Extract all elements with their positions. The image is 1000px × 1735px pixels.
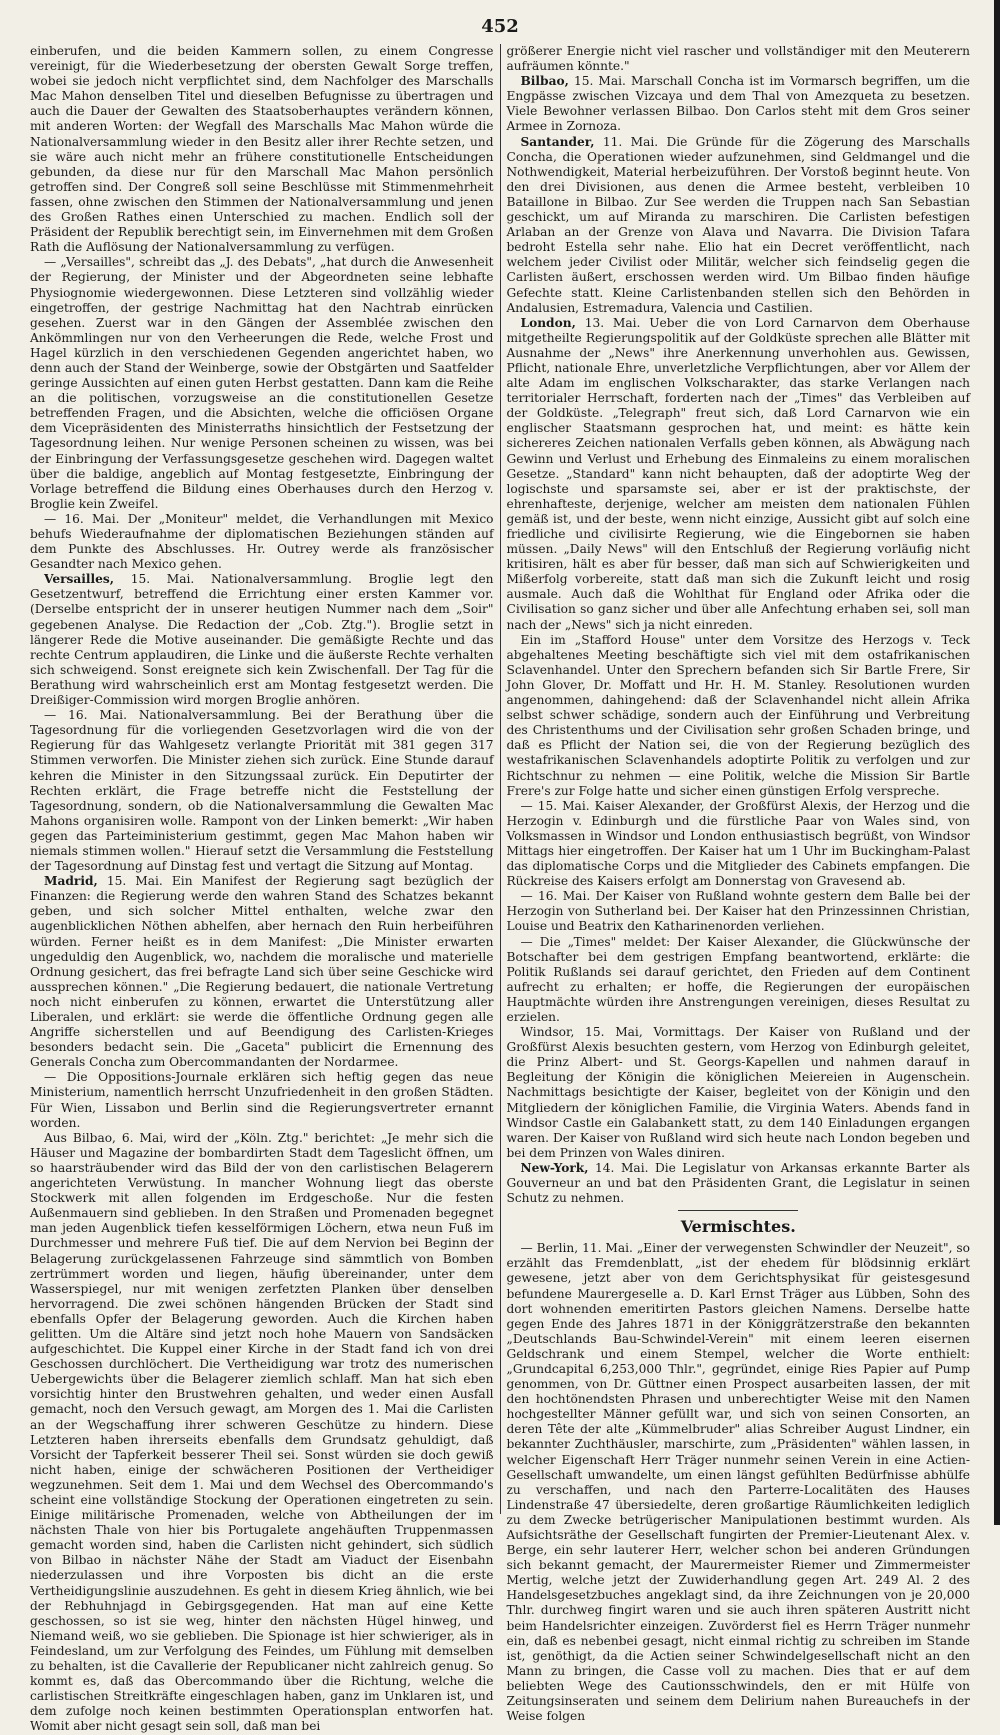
vermischtes-text: — Berlin, 11. Mai. „Einer der verwegensten Schwindler der Neuzeit", so erzählt das Fremdenblatt, „ist der ehedem für blödsinnig erklärt gewesene, jetzt aber von dem Gerichtsphysikat für geistesgesund befundene Maurergeselle a. D. Karl Ernst Träger aus Lübben, Sohn des dort wohnenden emeritirten Pastors gleichen Namens. Derselbe hatte gegen Ende des Jahres 1871 in der Königgrätzerstraße den bekannten „Deutschlands Bau-Schwindel-Verein" mit einem leeren eisernen Geldschrank und einem Stempel, welcher die Worte enthielt: „Grundcapital 6,253,000 Thlr.", gegründet, einige Ries Papier auf Pump genommen, von Dr. Güttner einen Prospect ausarbeiten lassen, der mit den hochtönendsten Phrasen und unberechtigter Weise mit den Namen hochgestellter Männer gefüllt war, und sich von seinen Consorten, an deren Tête der alte „Kümmelbruder" alias Schreiber August Lindner, ein bekannter Zuchthäusler, marschirte, zum „Präsidenten" wählen lassen, in welcher Eigenschaft Herr Träger nunmehr seinen Verein in eine Actien-Gesellschaft umwandelte, um einen längst gefühlten Bedürfnisse abhülfe zu verschaffen, und nach den Parterre-Localitäten des Hauses Lindenstraße 47 übersiedelte, deren großartige Räumlichkeiten lediglich zu dem Zwecke betrügerischer Manipulationen bestimmt wurden. Als Aufsichtsräthe der Gesellschaft fungirten der Premier-Lieutenant Alex. v. Berge, ein sehr lauterer Herr, welcher schon bei anderen Gründungen sich bekannt gemacht, der Maurermeister Riemer und Zimmermeister Mertig, welche jetzt der Zuwiderhandlung gegen Art. 249 Al. 2 des Handelsgesetzbuches angeklagt sind, da ihre Zeichnungen von je 20,000 Thlr. durchweg fingirt waren und sie auch ihren späteren Austritt nicht beim Handelsrichter einzeigen. Zuvörderst fiel es Herrn Träger nunmehr ein, daß es nebenbei gesagt, nicht einmal richtig zu schreiben im Stande ist, genöthigt, da die Actien seiner Schwindelgesellschaft nicht an den Mann zu bringen, die Casse voll zu machen. Dies that er auf dem beliebten Wege des Cautionsschwindels, den er mit Hülfe von Zeitungsinseraten und seinem dem Delirium nahen Bureauchefs in der Weise folgen [506,1241,970,1724]
article-paragraph [30,708,494,874]
columns [30,44,971,1734]
article-paragraph [507,135,971,316]
section-divider [678,1210,798,1211]
article-paragraph [30,512,494,572]
article-paragraph [507,74,971,134]
dateline: London, [520,315,576,330]
article-text: einberufen, und die beiden Kammern sollen, zu einem Congresse vereinigt, für die Wiederbesetzung der obersten Gewalt Sorge treffen, wobei sie jedoch nicht verpflichtet sind, dem Nachfolger des Marschalls Mac Mahon denselben Titel und dieselben Befugnisse zu übertragen und auch die Dauer der Gewalten des Staatsoberhauptes verändern können, mit anderen Worten: der Wegfall des Marschalls Mac Mahon würde die Nationalversammlung wieder in den Besitz aller ihrer Rechte setzen, und sie wäre auch nicht mehr an frühere constitutionelle Entscheidungen gebunden, da diese nur für den Marschall Mac Mahon persönlich getroffen sind. Der Congreß soll seine Beschlüsse mit Stimmenmehrheit fassen, ohne zwischen den Stimmen der Nationalversammlung und jenen des Großen Rathes einen Unterschied zu machen. Endlich soll der Präsident der Republik berechtigt sein, im Einvernehmen mit dem Großen Rath die Auflösung der Nationalversammlung zu verfügen. [30,44,494,255]
article-paragraph [507,44,971,74]
dateline: New-York, [520,1160,589,1175]
right-articles [507,44,971,1206]
article-paragraph [507,935,971,1026]
article-text: — Die „Times" meldet: Der Kaiser Alexander, die Glückwünsche der Botschafter bei dem gestrigen Empfang beantwortend, erklärte: die Politik Rußlands sei darauf gerichtet, den Frieden auf dem Continent aufrecht zu erhalten; er hoffe, die Regierungen der europäischen Hauptmächte würden ihre Anstrengungen vereinigen, dieses Resultat zu erzielen. [506,934,970,1024]
dateline: Bilbao, [520,74,569,89]
page-edge-shadow [994,0,1000,1525]
article-paragraph [30,1070,494,1130]
article-text: Windsor, 15. Mai, Vormittags. Der Kaiser von Rußland und der Großfürst Alexis besuchten gestern, vom Herzog von Edinburgh geleitet, die Prinz Albert- und St. Georgs-Kapellen und nahmen darauf in Begleitung der Königin die königlichen Meiereien in Augenschein. Nachmittags besichtigte der Kaiser, begleitet von der Königin und den Mitgliedern der königlichen Familie, die Virginia Waters. Abends fand in Windsor Castle ein Galabankett statt, zu dem 140 Einladungen ergangen waren. Der Kaiser von Rußland wird sich heute nach London begeben und bei dem Prinzen von Wales diniren. [506,1025,970,1160]
dateline: Versailles, [44,572,115,587]
article-text: — 16. Mai. Der „Moniteur" meldet, die Verhandlungen mit Mexico behufs Wiederaufnahme der diplomatischen Beziehungen ständen auf dem Punkte des Abschlusses. Hr. Outrey werde als französischer Gesandter nach Mexico gehen. [30,511,494,572]
article-text: 14. Mai. Die Legislatur von Arkansas erkannte Barter als Gouverneur an und bat den Präsidenten Grant, die Legislatur in seinen Schutz zu nehmen. [506,1160,970,1206]
article-paragraph [507,799,971,890]
article-text: größerer Energie nicht viel rascher und vollständiger mit den Meuterern aufräumen könnte." [506,44,970,74]
article-text: 15. Mai. Ein Manifest der Regierung sagt bezüglich der Finanzen: die Regierung werde den wahren Stand des Schatzes bekannt geben, und sich solcher Mittel enthalten, welche zwar den augenblicklichen Nöthen abhelfen, aber hernach den Ruin herbeiführen würden. Ferner heißt es in dem Manifest: „Die Minister erwarten ungeduldig den Augenblick, wo, nachdem die moralische und materielle Ordnung gesichert, das frei befragte Land sich über seine Geschicke wird aussprechen können." „Die Regierung bedauert, die nationale Vertretung noch nicht einberufen zu können, erwartet die Unterstützung aller Liberalen, und erklärt: sie werde die öffentliche Ordnung gegen alle Angriffe sicherstellen und auf Beendigung des Carlisten-Krieges besonders bedacht sein. Die „Gaceta" publicirt die Ernennung des Generals Concha zum Obercommandanten der Nordarmee. [30,874,494,1070]
vermischtes-heading: Vermischtes. [680,1217,796,1237]
column-rule [500,44,501,1514]
left-column [30,44,494,1734]
right-column [506,44,971,1724]
article-paragraph [30,44,494,255]
article-paragraph [30,572,494,708]
article-paragraph [507,889,971,934]
article-paragraph [30,255,494,512]
article-text: — 16. Mai. Nationalversammlung. Bei der Berathung über die Tagesordnung für die vorliegenden Gesetzvorlagen wird die von der Regierung für das Wahlgesetz verlangte Priorität mit 381 gegen 317 Stimmen verworfen. Die Minister ziehen sich zurück. Eine Stunde darauf kehren die Minister in den Sitzungssaal zurück. Ein Deputirter der Rechten erklärt, die Frage betreffe nicht die Feststellung der Tagesordnung, sondern, ob die Nationalversammlung die Gewalten Mac Mahons organisiren wolle. Rampont von der Linken bemerkt: „Wir haben gegen das Parteiministerium gestimmt, gegen Mac Mahon haben wir niemals stimmen wollen." Hierauf setzt die Versammlung die Feststellung der Tagesordnung auf Dinstag fest und vertagt die Sitzung auf Montag. [30,708,494,874]
article-paragraph [507,316,971,633]
article-text: 15. Mai. Marschall Concha ist im Vormarsch begriffen, um die Engpässe zwischen Vizcaya und dem Thal von Amezqueta zu besetzen. Viele Bewohner verlassen Bilbao. Don Carlos steht mit dem Gros seiner Armee in Zornoza. [506,74,970,134]
article-paragraph [507,1025,971,1161]
article-paragraph [30,1131,494,1735]
article-text: 13. Mai. Ueber die von Lord Carnarvon dem Oberhause mitgetheilte Regierungspolitik auf der Goldküste sprechen alle Blätter mit Ausnahme der „News" ihre Anerkennung unverhohlen aus. Gewissen, Pflicht, nationale Ehre, unverletzliche Verpflichtungen, aber vor Allem der alte Adam im englischen Volkscharakter, das starke Verlangen nach territorialer Herrschaft, forderten nach der „Times" das Verbleiben auf der Goldküste. „Telegraph" freut sich, daß Lord Carnarvon wie ein englischer Staatsmann gesprochen hat, und meint: es hätte kein sichereres Zeichen nationalen Verfalls geben können, als Abwägung nach Gewinn und Verlust und Erhebung des Einmaleins zu einem moralischen Gesetze. „Standard" kann nicht behaupten, daß der adoptirte Weg der logischste und sparsamste sei, aber er ist der praktischste, der ehrenhafteste, derjenige, welcher am meisten dem nationalen Fühlen gemäß ist, und der beste, wenn nicht einzige, Aussicht gibt auf solch eine friedliche und civilisirte Regierung, wie die Eingebornen sie haben müssen. „Daily News" will den Entschluß der Regierung vorläufig nicht kritisiren, hält es aber für besser, daß man sich auf Schwierigkeiten und Mißerfolg vorbereite, statt daß man sich die Zukunft leicht und rosig ausmale. Auch daß die Wohlthat für England oder Afrika oder die Civilisation so ganz sicher und über alle Anfechtung erhaben sei, soll man nach der „News" sich ja nicht einreden. [506,315,971,632]
article-text: — 16. Mai. Der Kaiser von Rußland wohnte gestern dem Balle bei der Herzogin von Sutherland bei. Der Kaiser hat den Prinzessinnen Christian, Louise und Beatrix den Katharinenorden verliehen. [506,889,970,934]
article-paragraph [507,633,971,799]
dateline: Madrid, [44,874,98,889]
dateline: Santander, [520,134,595,149]
article-text: Ein im „Stafford House" unter dem Vorsitze des Herzogs v. Teck abgehaltenes Meeting beschäftigte sich viel mit dem ostafrikanischen Sclavenhandel. Unter den Sprechern befanden sich Sir Bartle Frere, Sir John Glover, Dr. Moffatt und Hr. H. M. Stanley. Resolutionen wurden angenommen, dahingehend: daß der Sclavenhandel nicht allein Afrika selbst schwer schädige, sondern auch der Einführung und Verbreitung des Christenthums und der Civilisation sehr großen Schaden bringe, und daß es Pflicht der Nation sei, die von der Regierung bezüglich des westafrikanischen Sclavenhandels adoptirte Politik zu verfolgen und zur Richtschnur zu nehmen — eine Politik, welche die Mission Sir Bartle Frere's zur Folge hatte und sicher einen günstigen Erfolg verspreche. [506,632,970,798]
article-paragraph [507,1161,971,1206]
article-text: 11. Mai. Die Gründe für die Zögerung des Marschalls Concha, die Operationen wieder aufzunehmen, sind Geldmangel und die Nothwendigkeit, Material herbeizuführen. Der Vorstoß beginnt heute. Von den drei Divisionen, aus denen die Armee besteht, verbleiben 10 Bataillone in Bilbao. Zur See werden die Truppen nach San Sebastian geschickt, um auf Miranda zu marschiren. Die Carlisten befestigen Arlaban an der Grenze von Alava und Navarra. Die Division Tafara bedroht Estella sehr nahe. Elio hat ein Decret veröffentlicht, nach welchem jeder Civilist oder Militär, welcher sich feindselig gegen die Carlisten äußert, erschossen werden wird. Um Bilbao finden häufige Gefechte statt. Kleine Carlistenbanden stellen sich den Behörden in Andalusien, Estremadura, Valencia und Castilien. [506,134,971,315]
article-text: — „Versailles", schreibt das „J. des Debats", „hat durch die Anwesenheit der Regierung, der Minister und der Abgeordneten seine lebhafte Physiognomie wiedergewonnen. Diese Letzteren sind vollzählig wieder eingetroffen, der gestrige Nachmittag hat den Nachtrab einrücken gesehen. Zuerst war in den Gängen der Assemblée zwischen den Ankömmlingen nur von den Verheerungen die Rede, welche Frost und Hagel kürzlich in den verschiedenen Gegenden angerichtet haben, wo denn auch der Stand der Weinberge, sowie der Obstgärten und Saatfelder geringe Aussichten auf einen guten Herbst gestatten. Dann kam die Reihe an die politischen, vorzugsweise an die constitutionellen Gesetze betreffenden Fragen, und die Absichten, welche die officiösen Organe dem Vicepräsidenten des Ministerraths hinsichtlich der Festsetzung der Tagesordnung leihen. Nur wenige Personen scheinen zu wissen, was bei der Einbringung der Verfassungsgesetze geschehen wird. Dagegen waltet über die baldige, angeblich auf Montag festgesetzte, Einbringung der Vorlage betreffend die Bildung eines Oberhauses durch den Herzog v. Broglie kein Zweifel. [30,255,494,511]
article-paragraph [30,874,494,1070]
article-text: — 15. Mai. Kaiser Alexander, der Großfürst Alexis, der Herzog und die Herzogin v. Edinburgh und die fürstliche Paar von Wales sind, von Volksmassen in Windsor und London enthusiastisch begrüßt, von Windsor Mittags hier eingetroffen. Der Kaiser hat um 1 Uhr im Buckingham-Palast das diplomatische Corps und die Mitglieder des Cabinets empfangen. Die Rückreise des Kaisers erfolgt am Donnerstag von Gravesend ab. [506,798,970,889]
page-number: 452 [481,16,519,37]
article-text: 15. Mai. Nationalversammlung. Broglie legt den Gesetzentwurf, betreffend die Errichtung einer ersten Kammer vor. (Derselbe entspricht der in unserer heutigen Nummer nach dem „Soir" gegebenen Analyse. Die Redaction der „Cob. Ztg."). Broglie setzt in längerer Rede die Motive auseinander. Die gemäßigte Rechte und das rechte Centrum applaudiren, die Linke und die äußerste Rechte verhalten sich schweigend. Sonst ereignete sich kein Zwischenfall. Der Tag für die Berathung wird wahrscheinlich erst am Montag festgesetzt werden. Die Dreißiger-Commission wird morgen Broglie anhören. [30,572,494,708]
article-text: — Die Oppositions-Journale erklären sich heftig gegen das neue Ministerium, namentlich herrscht Unzufriedenheit in den großen Städten. Für Wien, Lissabon und Berlin sind die Regierungsvertreter ernannt worden. [30,1070,494,1130]
article-text: Aus Bilbao, 6. Mai, wird der „Köln. Ztg." berichtet: „Je mehr sich die Häuser und Magazine der bombardirten Stadt dem Tageslicht öffnen, um so haarsträubender wird das Bild der von den carlistischen Belagerern angerichteten Verwüstung. In mancher Wohnung liegt das oberste Stockwerk mit allen folgenden im Erdgeschoße. Nur die festen Außenmauern sind geblieben. In den Straßen und Promenaden begegnet man jeden Augenblick tiefen kesselförmigen Löchern, etwa neun Fuß im Durchmesser und mehrere Fuß tief. Die auf dem Nervion bei Beginn der Belagerung zurückgelassenen Fahrzeuge sind sämmtlich von Bomben zertrümmert worden und liegen, häufig übereinander, unter dem Wasserspiegel, nur mit wenigen zerfetzten Planken über denselben hervorragend. Die zwei schönen hängenden Brücken der Stadt sind ebenfalls Opfer der Belagerung geworden. Auch die Kirchen haben gelitten. Um die Altäre sind jetzt noch hohe Mauern von Sandsäcken aufgeschichtet. Die Kuppel einer Kirche in der Stadt fand ich von drei Geschossen durchlöchert. Die Vertheidigung war trotz des numerischen Uebergewichts über die Belagerer ziemlich schlaff. Man hat sich eben vorsichtig hinter den Brustwehren gehalten, und weder einen Ausfall gemacht, noch den Versuch gewagt, am Morgen des 1. Mai die Carlisten an der Wegschaffung ihrer schweren Geschütze zu hindern. Diese Letzteren haben ihrerseits ebenfalls dem Grundsatz gehuldigt, daß Vorsicht der Tapferkeit besserer Theil sei. Sonst würden sie doch gewiß nicht haben, einige der schwächeren Positionen der Vertheidiger wegzunehmen. Seit dem 1. Mai und dem Wechsel des Obercommando's scheint eine vollständige Stockung der Operationen eingetreten zu sein. Einige militärische Promenaden, welche von Abtheilungen der im nächsten Thale von hier bis Portugalete angehäuften Truppenmassen gemacht worden sind, haben die Carlisten nicht gehindert, sich südlich von Bilbao in nächster Nähe der Stadt am Viaduct der Eisenbahn niederzulassen und ihre Vorposten bis dicht an die erste Vertheidigungslinie auszudehnen. Es geht in diesem Krieg ähnlich, wie bei der Rebhuhnjagd in Gebirgsgegenden. Hat man auf eine Kette geschossen, so ist sie weg, hinter den nächsten Hügel hinweg, und Niemand weiß, wo sie geblieben. Die Spionage ist hier schwieriger, als in Feindesland, um zur Verfolgung des Feindes, um Fühlung mit demselben zu behalten, ist die Cavallerie der Republicaner nicht zahlreich genug. So kommt es, daß das Obercommando über die Richtung, welche die carlistischen Streitkräfte eingeschlagen haben, ganz im Unklaren ist, und dem zufolge noch keinen bestimmten Operationsplan entworfen hat. Womit aber nicht gesagt sein soll, daß man bei [30,1130,494,1734]
